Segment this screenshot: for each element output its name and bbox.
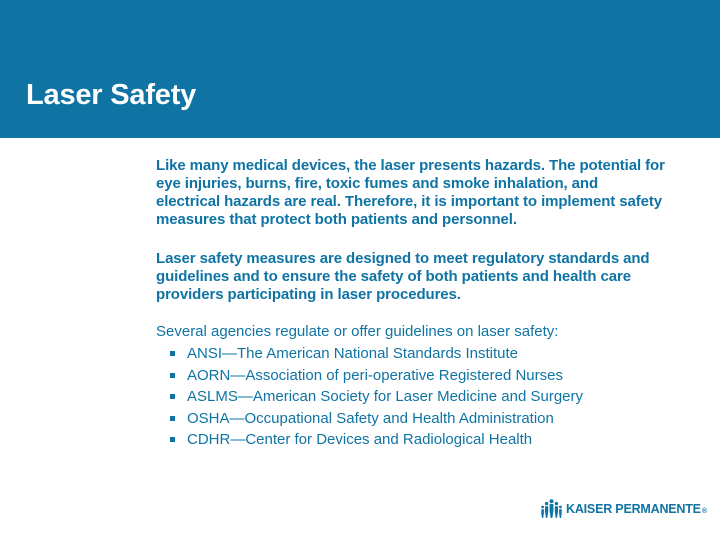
- list-item: [156, 365, 666, 387]
- paragraph-hazards: Like many medical devices, the laser presents hazards. The potential for eye injuries, burns, fire, toxic fumes and smoke inhalation, and electrical hazards are real. Therefore, it is important to implement safety measures that protect both patients and personnel.: [156, 157, 665, 228]
- agency-aorn: AORN—Association of peri-operative Registered Nurses: [187, 366, 563, 384]
- kaiser-people-icon: [541, 499, 562, 519]
- list-item: [156, 408, 666, 430]
- slide-title: Laser Safety: [26, 79, 197, 111]
- title-bar: [0, 0, 720, 138]
- square-bullet-icon: [170, 437, 175, 442]
- square-bullet-icon: [170, 416, 175, 421]
- agencies-intro: Several agencies regulate or offer guidelines on laser safety:: [156, 323, 559, 340]
- list-item: [156, 343, 666, 365]
- agency-cdhr: CDHR—Center for Devices and Radiological Health: [187, 431, 533, 448]
- square-bullet-icon: [170, 394, 175, 399]
- list-item: [156, 386, 666, 408]
- agency-osha: OSHA—Occupational Safety and Health Administration: [187, 409, 554, 427]
- paragraph-safety-measures: Laser safety measures are designed to meet regulatory standards and guidelines and to ensure the safety of both patients and health care providers participating in laser procedures.: [156, 250, 650, 303]
- square-bullet-icon: [170, 351, 175, 356]
- agency-list: [156, 343, 666, 451]
- kaiser-permanente-logo: [541, 498, 707, 520]
- square-bullet-icon: [170, 373, 175, 378]
- agency-aslms: ASLMS—American Society for Laser Medicine and Surgery: [187, 388, 584, 405]
- agency-ansi: ANSI—The American National Standards Institute: [187, 345, 518, 362]
- list-item: [156, 429, 666, 451]
- logo-wordmark: KAISER PERMANENTE®: [566, 502, 707, 516]
- slide-body: [156, 157, 666, 451]
